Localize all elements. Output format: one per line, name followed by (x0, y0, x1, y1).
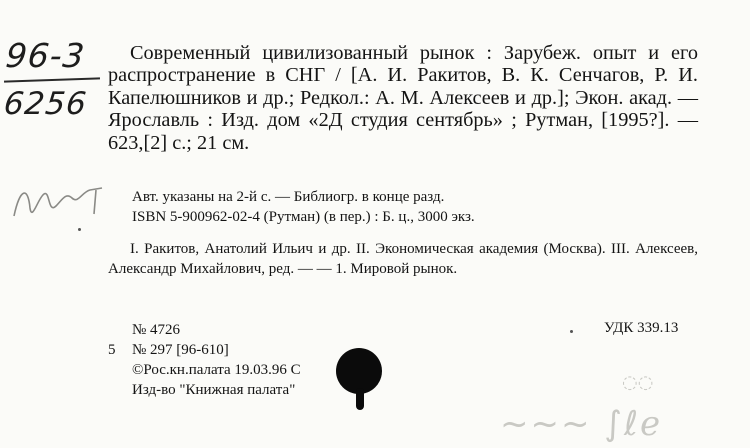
handwritten-scribble (10, 178, 110, 228)
notes-block (132, 187, 692, 227)
publisher-line: Изд-во "Книжная палата" (132, 382, 296, 398)
record-number: № 4726 (132, 322, 181, 338)
registration-number: № 297 [96-610] (132, 342, 229, 358)
ink-blot-drip (356, 388, 364, 410)
call-number-divider (4, 77, 100, 82)
call-number-bottom: 6256 (2, 86, 89, 122)
notes-line-authors: Авт. указаны на 2-й с. — Библиогр. в конце разд. (132, 189, 445, 205)
bibliographic-description: Современный цивилизованный рынок : Зарубеж. опыт и его распространение в СНГ / [А. И. Ракитов, В. К. Сенчагов, Р. И. Капелюшников и др.; Редкол.: А. М. Алексеев и др.]; Экон. акад. — Ярославль : Изд. дом «2Д студия сентябрь» ; Рутман, [1995?]. — 623,[2] с.; 21 см. (108, 42, 698, 154)
udk-classification: УДК 339.13 (604, 320, 679, 336)
card-digit: 5 (108, 342, 116, 358)
speck (570, 330, 573, 333)
call-number-top: 96-3 (3, 36, 87, 75)
notes-line-isbn: ISBN 5-900962-02-4 (Рутман) (в пер.) : Б. ц., 3000 экз. (132, 209, 475, 225)
faint-handwriting-mark: ~~~ ∫ℓℯ (500, 404, 663, 444)
faint-stamp-mark: ◌◌ (622, 372, 654, 393)
book-chamber-copyright: ©Рос.кн.палата 19.03.96 С (132, 362, 301, 378)
speck (78, 228, 81, 231)
tracings-block: I. Ракитов, Анатолий Ильич и др. II. Экономическая академия (Москва). III. Алексеев, Александр Михайлович, ред. — — 1. Мировой рынок. (108, 241, 698, 277)
